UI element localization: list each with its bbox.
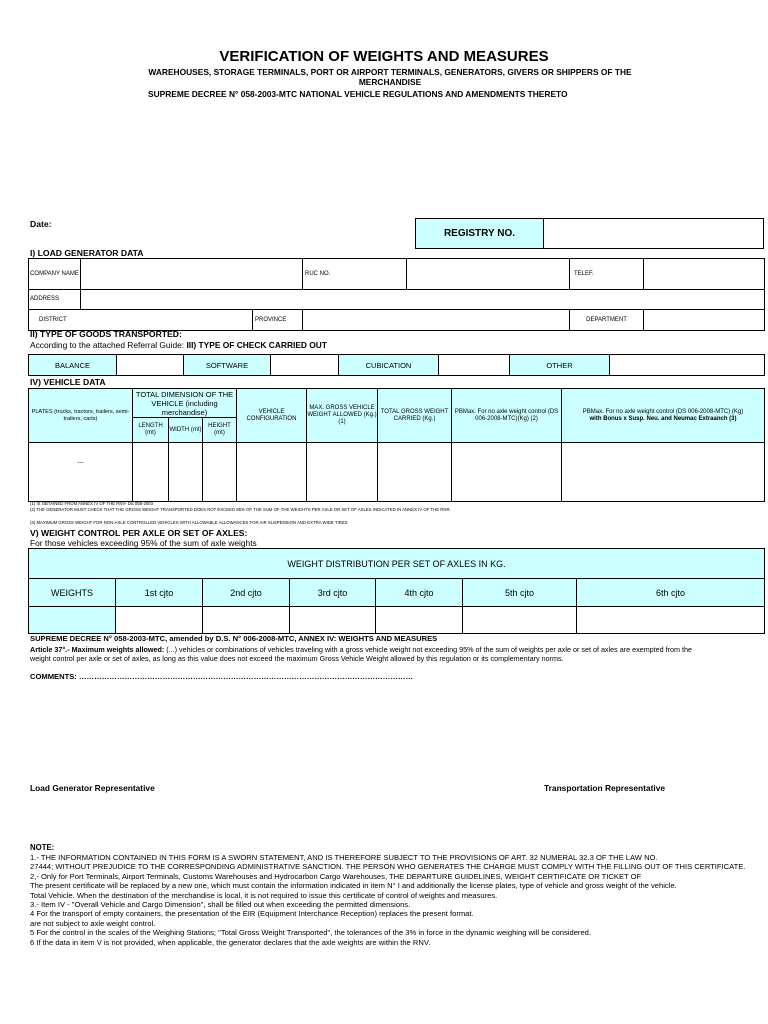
set-6-weight-field[interactable]	[577, 607, 765, 634]
transportation-signature: Transportation Representative	[544, 783, 666, 793]
option-software: SOFTWARE	[184, 355, 271, 376]
other-check-field[interactable]	[610, 355, 765, 376]
note-line: 5 For the control in the scales of the Weighing Stations; "Total Gross Weight Transported", the tolerances of the 3% in force in the dynamic weighing will be considered.	[30, 928, 592, 938]
section-2-title: II) TYPE OF GOODS TRANSPORTED:	[30, 329, 182, 339]
registry-label: REGISTRY NO.	[416, 219, 544, 249]
pbmax-header-2-line-1: PBMax. For no axle weight control (DS 006-2008-MTC) (Kg)	[582, 408, 744, 415]
note-line: 2,- Only for Port Terminals, Airport Terminals, Customs Warehouses and Hydrocarbon Cargo Warehouses, THE DEPARTURE GUIDELINES, WEIGHT CERTIFICATE OR TICKET OF	[30, 871, 642, 881]
telef-field[interactable]	[644, 259, 765, 290]
goods-guide-line	[30, 340, 327, 350]
company-name-field[interactable]	[81, 259, 303, 290]
section-5-subtitle: For those vehicles exceeding 95% of the sum of axle weights	[30, 538, 257, 548]
note-line: 3.- Item IV - "Overall Vehicle and Cargo Dimension", shall be filled out when exceeding the permitted dimensions.	[30, 900, 411, 910]
note-line: 27444; WITHOUT PREJUDICE TO THE CORRESPONDING ADMINISTRATIVE SANCTION. THE PERSON WHO GENERATES THE CHARGE MUST COMPLY WITH THE FILLING OUT OF THIS CERTIFICATE.	[30, 862, 746, 872]
max-gross-weight-field[interactable]	[307, 443, 378, 502]
weights-header: WEIGHTS	[29, 579, 116, 607]
check-type-table	[28, 354, 765, 376]
pbmax-header-2-line-2: with Bonus x Susp. Neu. and Neumac Extraanch (3)	[589, 415, 737, 422]
total-gross-weight-field[interactable]	[378, 443, 452, 502]
department-field[interactable]	[644, 310, 765, 331]
set-2-weight-field[interactable]	[203, 607, 290, 634]
department-label: DEPARTMENT	[570, 310, 644, 331]
notes-title: NOTE:	[30, 843, 55, 852]
subtitle-line-2: MERCHANDISE	[358, 77, 422, 87]
option-other: OTHER	[510, 355, 610, 376]
date-label: Date:	[30, 219, 52, 229]
article-37-text: (...) vehicles or combinations of vehicles traveling with a gross vehicle weight not exceeding 95% of the sum of weights per axle or set of axles are exempted from the	[164, 645, 693, 654]
pbmax-field-1[interactable]	[452, 443, 562, 502]
length-header: LENGTH (mt)	[133, 418, 169, 443]
width-header: WIDTH (mt)	[169, 418, 203, 443]
set-1-header: 1st cjto	[116, 579, 203, 607]
set-4-weight-field[interactable]	[376, 607, 463, 634]
article-37-line-1	[30, 645, 692, 654]
subtitle-decree: SUPREME DECREE N° 058-2003-MTC NATIONAL VEHICLE REGULATIONS AND AMENDMENTS THERETO	[148, 89, 568, 99]
section-5-title: V) WEIGHT CONTROL PER AXLE OR SET OF AXLES:	[30, 528, 248, 538]
province-field[interactable]	[303, 310, 570, 331]
comments-field[interactable]: COMMENTS: ……………………………………………………………………………………………………………………	[30, 672, 414, 681]
registry-table	[415, 218, 764, 249]
load-generator-signature: Load Generator Representative	[30, 783, 155, 793]
note-line: 1.- THE INFORMATION CONTAINED IN THIS FORM IS A SWORN STATEMENT, AND IS THEREFORE SUBJECT TO THE PROVISIONS OF ART. 32 NUMERAL 32.3 OF THE LAW NO.	[30, 853, 658, 862]
section-4-title: IV) VEHICLE DATA	[30, 377, 106, 387]
vehicle-configuration-field[interactable]	[237, 443, 307, 502]
set-4-header: 4th cjto	[376, 579, 463, 607]
note-line: are not subject to axle weight control.	[30, 918, 156, 928]
province-label: PROVINCE	[253, 310, 303, 331]
address-field[interactable]	[81, 290, 765, 310]
footnote-3: (3) MAXIMUM GROSS WEIGHT FOR NON-AXLE CONTROLLED VEHICLES WITH ALLOWABLE ALLOWANCES FOR AIR SUSPENSION AND EXTRA WIDE TIRES	[30, 520, 348, 525]
plates-field[interactable]: ---	[29, 443, 133, 502]
decree-title: SUPREME DECREE N° 058-2003-MTC, amended by D.S. N° 006-2008-MTC, ANNEX IV: WEIGHTS AND MEASURES	[30, 634, 438, 643]
ruc-label: RUC NO.	[303, 259, 407, 290]
total-gross-weight-header: TOTAL GROSS WEIGHT CARRIED (Kg.)	[378, 389, 452, 443]
pbmax-field-2[interactable]	[562, 443, 765, 502]
set-6-header: 6th cjto	[577, 579, 765, 607]
company-name-label: COMPANY NAME	[29, 259, 81, 290]
set-5-weight-field[interactable]	[463, 607, 577, 634]
set-5-header: 5th cjto	[463, 579, 577, 607]
referral-guide-text: According to the attached Referral Guide:	[30, 340, 187, 350]
weights-row-label	[29, 607, 116, 634]
set-3-weight-field[interactable]	[290, 607, 376, 634]
set-2-header: 2nd cjto	[203, 579, 290, 607]
note-line: 6 If the data in item V is not provided, when applicable, the generator declares that the axle weights are within the RNV.	[30, 937, 431, 947]
article-37-heading: Article 37°.- Maximum weights allowed:	[30, 645, 165, 654]
axle-weight-table	[28, 548, 765, 634]
district-label: DISTRICT	[29, 310, 253, 331]
option-cubication: CUBICATION	[339, 355, 439, 376]
note-line: Total Vehicle. When the destination of the merchandise is local, it is not required to issue this certificate of control of weights and measures.	[30, 890, 498, 900]
section-1-title: I) LOAD GENERATOR DATA	[30, 248, 144, 258]
height-field[interactable]	[203, 443, 237, 502]
option-balance: BALANCE	[29, 355, 117, 376]
load-generator-table	[28, 258, 765, 331]
footnote-1: (1) IS OBTAINED FROM ANNEX IV OF THE RNV- DS 058-2003	[30, 501, 154, 506]
set-1-weight-field[interactable]	[116, 607, 203, 634]
section-3-title: III) TYPE OF CHECK CARRIED OUT	[186, 340, 327, 350]
height-header: HEIGHT (mt)	[203, 418, 237, 443]
max-gross-weight-header: MAX. GROSS VEHICLE WEIGHT ALLOWED (Kg.) (1)	[307, 389, 378, 443]
vehicle-configuration-header: VEHICLE CONFIGURATION	[237, 389, 307, 443]
address-label: ADDRESS	[29, 290, 81, 310]
article-37-line-2: weight control per axle or set of axles, as long as this value does not exceed the maximum Gross Vehicle Weight allowed by this regulation or its complementary norms.	[30, 654, 564, 663]
balance-check-field[interactable]	[117, 355, 184, 376]
note-line: 4 For the transport of empty containers, the presentation of the EIR (Equipment Interchance Reception) replaces the present format.	[30, 909, 474, 919]
plates-header: PLATES (trucks, tractors, trailers, semi-trailers, carts)	[29, 389, 133, 443]
registry-number-field[interactable]	[544, 219, 764, 249]
telef-label: TELEF.	[570, 259, 644, 290]
length-field[interactable]	[133, 443, 169, 502]
pbmax-header-2	[562, 389, 765, 443]
note-line: The present certificate will be replaced by a new one, which must contain the information indicated in item N° I and additionally the license plates, type of vehicle and gross weight of the vehicle.	[30, 881, 677, 891]
vehicle-data-table	[28, 388, 765, 502]
footnote-2: (2) THE GENERATOR MUST CHECK THAT THE GROSS WEIGHT TRANSPORTED DOES NOT EXCEED 95% OF THE SUM OF THE WEIGHTS PER AXLE OR SET OF AXLES INDICATED IN ANNEX IV OF THE RNR.	[30, 507, 451, 512]
width-field[interactable]	[169, 443, 203, 502]
weight-distribution-header: WEIGHT DISTRIBUTION PER SET OF AXLES IN KG.	[29, 549, 765, 579]
cubication-check-field[interactable]	[439, 355, 510, 376]
ruc-field[interactable]	[407, 259, 570, 290]
software-check-field[interactable]	[271, 355, 339, 376]
page-title: VERIFICATION OF WEIGHTS AND MEASURES	[219, 48, 549, 65]
pbmax-header-1: PBMax. For no axle weight control (DS 006-2008-MTC)(Kg) (2)	[452, 389, 562, 443]
total-dimension-header: TOTAL DIMENSION OF THE VEHICLE (including merchandise)	[133, 389, 237, 418]
subtitle-line-1: WAREHOUSES, STORAGE TERMINALS, PORT OR AIRPORT TERMINALS, GENERATORS, GIVERS OR SHIPPERS OF THE	[148, 67, 632, 77]
notes-list	[30, 853, 745, 947]
set-3-header: 3rd cjto	[290, 579, 376, 607]
